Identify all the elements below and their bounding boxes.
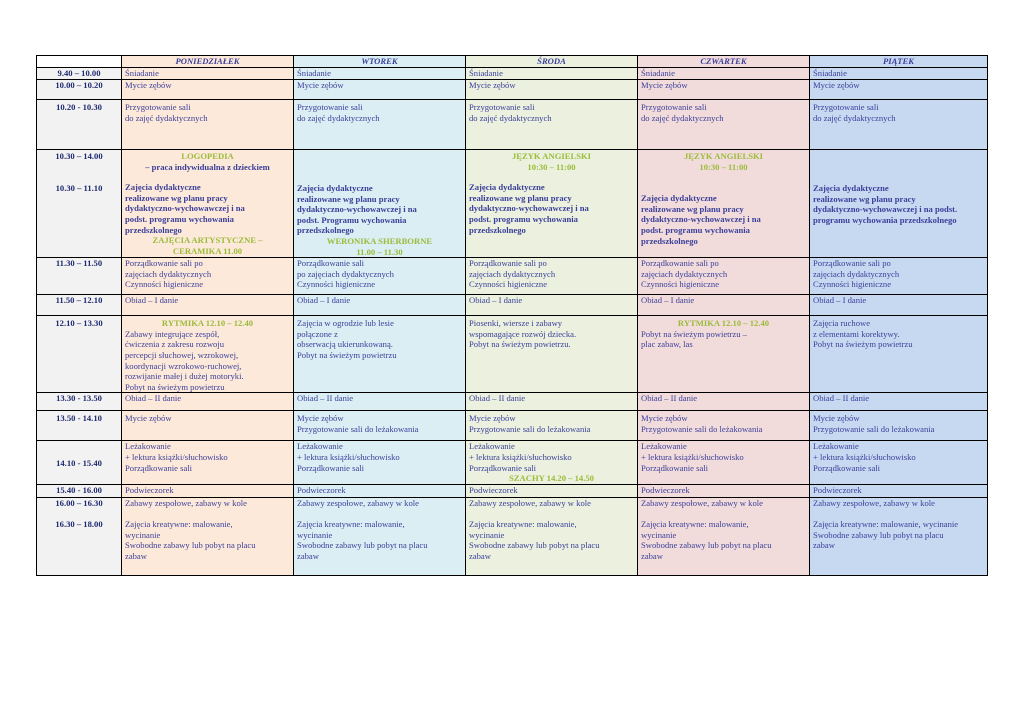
- activity-cell: [466, 441, 638, 485]
- activity-text: Mycie zębów: [125, 80, 172, 90]
- activity-text: percepcji słuchowej, wzrokowej,: [125, 349, 239, 360]
- activity-cell: [810, 393, 988, 411]
- activity-text: Leżakowanie: [469, 441, 515, 452]
- activity-cell: [122, 258, 294, 295]
- activity-text: Czynności higieniczne: [813, 279, 892, 290]
- activity-cell: [294, 100, 466, 150]
- activity-text: do zajęć dydaktycznych: [469, 112, 552, 123]
- activity-text: zajęciach dydaktycznych: [813, 268, 900, 279]
- activity-cell: [294, 393, 466, 411]
- activity-text: Porządkowanie sali po: [641, 258, 719, 269]
- time-cell: 13.50 - 14.10: [37, 411, 122, 441]
- activity-cell: [638, 100, 810, 150]
- activity-cell: [122, 498, 294, 576]
- time-cell: 13.30 - 13.50: [37, 393, 122, 411]
- time-cell: 14.10 - 15.40: [37, 441, 122, 485]
- activity-text: przedszkolnego: [297, 225, 354, 236]
- activity-text: Czynności higieniczne: [297, 279, 376, 290]
- activity-text: Zajęcia kreatywne: malowanie,: [641, 518, 749, 529]
- activity-text: realizowane wg planu pracy: [469, 192, 572, 203]
- activity-text: dydaktyczno-wychowawczej i na: [469, 203, 589, 214]
- activity-text: koordynacji wzrokowo-ruchowej,: [125, 360, 242, 371]
- activity-text: zabaw: [125, 550, 147, 561]
- activity-text: Swobodne zabawy lub pobyt na placu: [297, 540, 428, 551]
- activity-text: Mycie zębów: [297, 413, 344, 424]
- extra-activity-label: WERONIKA SHERBORNE: [326, 235, 433, 246]
- time-cell: 10.00 – 10.20: [37, 80, 122, 100]
- activity-text: Śniadanie: [469, 68, 503, 78]
- activity-text: Pobyt na świeżym powietrzu –: [641, 328, 747, 339]
- activity-text: Mycie zębów: [813, 413, 860, 424]
- activity-text: Mycie zębów: [813, 80, 860, 90]
- activity-cell: [294, 68, 466, 80]
- activity-cell: [810, 485, 988, 498]
- activity-text: Przygotowanie sali: [125, 102, 191, 112]
- activity-text: plac zabaw, las: [641, 339, 693, 350]
- activity-text: Zajęcia dydaktyczne: [297, 183, 373, 193]
- activity-text: Zajęcia w ogrodzie lub lesie: [297, 318, 394, 329]
- activity-cell: [638, 295, 810, 316]
- activity-cell: [466, 100, 638, 150]
- activity-cell: [294, 295, 466, 316]
- activity-text: podst. Programu wychowania: [297, 214, 407, 225]
- activity-cell: [122, 295, 294, 316]
- activity-text: zabaw: [641, 550, 663, 561]
- activity-cell: [466, 316, 638, 393]
- activity-text: realizowane wg planu pracy: [641, 203, 744, 214]
- activity-text: zajęciach dydaktycznych: [641, 268, 728, 279]
- activity-text: Leżakowanie: [297, 441, 343, 452]
- activity-text: Zajęcia dydaktyczne: [469, 182, 545, 193]
- activity-text: ćwiczenia z zakresu rozwoju: [125, 339, 225, 350]
- rhythm-class-label: RYTMIKA 12.10 – 12.40: [161, 318, 254, 329]
- activity-cell: [294, 258, 466, 295]
- activity-text: Obiad – I danie: [641, 295, 695, 306]
- activity-cell: [466, 80, 638, 100]
- activity-text: Porządkowanie sali: [813, 462, 881, 473]
- activity-text: Podwieczorek: [469, 485, 518, 496]
- activity-text: Podwieczorek: [297, 485, 346, 496]
- extra-activity-time: 10:30 – 11:00: [527, 161, 576, 172]
- table-row: [37, 80, 988, 100]
- activity-cell: [466, 295, 638, 316]
- activity-text: Czynności higieniczne: [641, 279, 720, 290]
- activity-cell: [466, 150, 638, 258]
- day-header-wednesday: ŚRODA: [466, 56, 638, 68]
- activity-text: obserwacją ukierunkowaną.: [297, 339, 393, 350]
- activity-cell: [638, 411, 810, 441]
- activity-cell: [810, 80, 988, 100]
- activity-text: Leżakowanie: [125, 441, 171, 452]
- extra-activity-time: 10:30 – 11:00: [699, 161, 748, 172]
- activity-cell: [810, 258, 988, 295]
- activity-text: zabaw: [297, 550, 319, 561]
- activity-text: zajęciach dydaktycznych: [125, 268, 212, 279]
- activity-cell: [466, 68, 638, 80]
- activity-cell: [638, 393, 810, 411]
- activity-text: Mycie zębów: [297, 80, 344, 90]
- activity-text: dydaktyczno-wychowawczej i na: [125, 203, 245, 214]
- activity-text: przedszkolnego: [125, 224, 182, 235]
- activity-text: z elementami korektywy.: [813, 328, 900, 339]
- activity-text: Podwieczorek: [641, 485, 690, 496]
- activity-text: Zajęcia dydaktyczne: [125, 182, 201, 193]
- activity-text: Śniadanie: [641, 68, 675, 78]
- time-cell: 10.20 - 10.30: [37, 100, 122, 150]
- activity-cell: [638, 258, 810, 295]
- activity-text: Zabawy zespołowe, zabawy w kole: [125, 498, 247, 509]
- activity-text: Leżakowanie: [641, 441, 687, 452]
- activity-cell: [122, 393, 294, 411]
- activity-text: Zajęcia ruchowe: [813, 318, 871, 329]
- activity-text: Czynności higieniczne: [125, 279, 204, 290]
- activity-cell: [294, 150, 466, 258]
- activity-text: Mycie zębów: [469, 413, 516, 424]
- activity-text: Porządkowanie sali: [469, 462, 537, 473]
- activity-text: Przygotowanie sali do leżakowania: [813, 423, 935, 434]
- activity-text: Czynności higieniczne: [469, 279, 548, 290]
- chess-class-label: SZACHY 14.20 – 14.50: [509, 473, 594, 484]
- activity-text: Mycie zębów: [641, 80, 688, 90]
- activity-text: dydaktyczno-wychowawczej i na: [297, 204, 417, 215]
- activity-text: Przygotowanie sali do leżakowania: [469, 423, 591, 434]
- activity-cell: [122, 485, 294, 498]
- activity-text: Obiad – I danie: [813, 295, 867, 306]
- activity-text: Obiad – II danie: [125, 393, 182, 404]
- activity-cell: [466, 411, 638, 441]
- activity-text: + lektura książki/słuchowisko: [813, 451, 916, 462]
- activity-cell: [810, 441, 988, 485]
- activity-text: Leżakowanie: [813, 441, 859, 452]
- activity-text: Obiad – II danie: [297, 393, 354, 404]
- activity-text: wycinanie: [469, 529, 505, 540]
- activity-text: Porządkowanie sali po: [813, 258, 891, 269]
- time-cell: [37, 498, 122, 576]
- activity-cell: [294, 316, 466, 393]
- activity-cell: [122, 100, 294, 150]
- activity-text: Pobyt na świeżym powietrzu: [125, 381, 225, 392]
- activity-text: Porządkowanie sali po: [125, 258, 203, 269]
- activity-text: Pobyt na świeżym powietrzu.: [469, 339, 571, 350]
- activity-text: do zajęć dydaktycznych: [813, 112, 896, 123]
- activity-cell: [122, 150, 294, 258]
- table-row: [37, 393, 988, 411]
- activity-cell: [294, 411, 466, 441]
- activity-text: Śniadanie: [813, 68, 847, 78]
- extra-activity-label: JĘZYK ANGIELSKI: [683, 151, 764, 161]
- activity-cell: [294, 498, 466, 576]
- activity-cell: [294, 80, 466, 100]
- activity-text: Zabawy integrujące zespół,: [125, 328, 220, 339]
- activity-text: Zabawy zespołowe, zabawy w kole: [813, 498, 935, 509]
- activity-text: Mycie zębów: [469, 80, 516, 90]
- activity-text: Przygotowanie sali do leżakowania: [641, 423, 763, 434]
- activity-text: wycinanie: [641, 529, 677, 540]
- activity-text: + lektura książki/słuchowisko: [641, 451, 744, 462]
- activity-text: podst. programu wychowania: [125, 213, 234, 224]
- activity-text: Przygotowanie sali: [641, 102, 707, 112]
- activity-text: Pobyt na świeżym powietrzu: [297, 349, 397, 360]
- activity-cell: [810, 100, 988, 150]
- activity-text: Pobyt na świeżym powietrzu: [813, 339, 913, 350]
- activity-text: realizowane wg planu pracy: [297, 193, 400, 204]
- activity-text: Przygotowanie sali do leżakowania: [297, 423, 419, 434]
- activity-text: wspomagające rozwój dziecka.: [469, 328, 577, 339]
- logopedia-subtitle: – praca indywidualna z dzieckiem: [145, 161, 270, 172]
- activity-text: Swobodne zabawy lub pobyt na placu: [813, 529, 944, 540]
- activity-cell: [466, 258, 638, 295]
- activity-text: po zajęciach dydaktycznych: [297, 268, 394, 279]
- activity-text: programu wychowania przedszkolnego: [813, 214, 957, 225]
- activity-cell: [638, 316, 810, 393]
- activity-text: Zabawy zespołowe, zabawy w kole: [297, 498, 419, 509]
- activity-cell: [638, 80, 810, 100]
- day-header-thursday: CZWARTEK: [638, 56, 810, 68]
- activity-text: podst. programu wychowania: [469, 213, 578, 224]
- activity-cell: [466, 485, 638, 498]
- activity-cell: [122, 80, 294, 100]
- table-row: [37, 150, 988, 258]
- schedule-table: [36, 55, 988, 576]
- logopedia-label: LOGOPEDIA: [181, 151, 234, 161]
- activity-text: przedszkolnego: [469, 224, 526, 235]
- activity-text: do zajęć dydaktycznych: [125, 112, 208, 123]
- table-row: [37, 441, 988, 485]
- activity-text: Obiad – II danie: [469, 393, 526, 404]
- activity-text: Swobodne zabawy lub pobyt na placu: [125, 540, 256, 551]
- day-header-friday: PIĄTEK: [810, 56, 988, 68]
- activity-text: zabaw: [469, 550, 491, 561]
- activity-text: Swobodne zabawy lub pobyt na placu: [641, 540, 772, 551]
- activity-cell: [810, 411, 988, 441]
- activity-text: Obiad – II danie: [641, 393, 698, 404]
- table-row: [37, 100, 988, 150]
- activity-cell: [810, 150, 988, 258]
- activity-cell: [466, 393, 638, 411]
- activity-text: dydaktyczno-wychowawczej i na podst.: [813, 204, 958, 215]
- activity-text: rozwijanie małej i dużej motoryki.: [125, 371, 244, 382]
- activity-text: Obiad – II danie: [813, 393, 870, 404]
- rhythm-class-label: RYTMIKA 12.10 – 12.40: [677, 318, 770, 329]
- activity-text: Porządkowanie sali: [297, 258, 365, 269]
- activity-text: Przygotowanie sali: [813, 102, 879, 112]
- activity-cell: [810, 316, 988, 393]
- activity-text: Zajęcia kreatywne: malowanie, wycinanie: [813, 518, 959, 529]
- time-cell: 12.10 – 13.30: [37, 316, 122, 393]
- activity-text: + lektura książki/słuchowisko: [469, 451, 572, 462]
- extra-activity-time: 11.00 – 11.30: [356, 246, 403, 257]
- activity-cell: [122, 411, 294, 441]
- activity-cell: [122, 316, 294, 393]
- activity-text: połączone z: [297, 328, 338, 339]
- activity-text: Porządkowanie sali po: [469, 258, 547, 269]
- activity-cell: [294, 441, 466, 485]
- extra-activity-label: JĘZYK ANGIELSKI: [511, 151, 592, 161]
- activity-text: dydaktyczno-wychowawczej i na: [641, 214, 761, 225]
- activity-text: Śniadanie: [125, 68, 159, 78]
- activity-text: Swobodne zabawy lub pobyt na placu: [469, 540, 600, 551]
- activity-cell: [638, 498, 810, 576]
- activity-cell: [638, 485, 810, 498]
- time-text: 16.00 – 16.30: [55, 498, 103, 509]
- extra-activity-time: CERAMIKA 11.00: [172, 245, 243, 256]
- table-row: [37, 485, 988, 498]
- activity-cell: [810, 498, 988, 576]
- activity-text: Porządkowanie sali: [297, 462, 365, 473]
- time-text: 16.30 – 18.00: [55, 518, 103, 529]
- time-cell: 15.40 - 16.00: [37, 485, 122, 498]
- activity-text: Zabawy zespołowe, zabawy w kole: [469, 498, 591, 509]
- time-text: 10.30 – 11.10: [55, 182, 103, 193]
- activity-text: Obiad – I danie: [297, 295, 351, 306]
- activity-text: zajęciach dydaktycznych: [469, 268, 556, 279]
- table-row: [37, 258, 988, 295]
- activity-cell: [638, 68, 810, 80]
- activity-text: podst. programu wychowania: [641, 224, 750, 235]
- activity-text: realizowane wg planu pracy: [813, 193, 916, 204]
- activity-text: Obiad – I danie: [125, 295, 179, 306]
- activity-text: wycinanie: [125, 529, 161, 540]
- activity-text: Zajęcia dydaktyczne: [641, 193, 717, 204]
- activity-cell: [122, 441, 294, 485]
- activity-text: Zajęcia dydaktyczne: [813, 183, 889, 193]
- activity-text: Przygotowanie sali: [469, 102, 535, 112]
- activity-text: Zajęcia kreatywne: malowanie,: [125, 518, 233, 529]
- time-cell: 11.30 – 11.50: [37, 258, 122, 295]
- activity-cell: [638, 150, 810, 258]
- activity-text: Śniadanie: [297, 68, 331, 78]
- activity-cell: [638, 441, 810, 485]
- day-header-tuesday: WTOREK: [294, 56, 466, 68]
- table-row: [37, 295, 988, 316]
- activity-cell: [810, 68, 988, 80]
- activity-text: realizowane wg planu pracy: [125, 192, 228, 203]
- corner-cell: [37, 56, 122, 68]
- activity-text: Mycie zębów: [125, 413, 172, 424]
- activity-text: Obiad – I danie: [469, 295, 523, 306]
- activity-text: Podwieczorek: [125, 485, 174, 496]
- time-cell: [37, 150, 122, 258]
- activity-text: + lektura książki/słuchowisko: [297, 451, 400, 462]
- time-cell: 11.50 – 12.10: [37, 295, 122, 316]
- time-cell: 9.40 – 10.00: [37, 68, 122, 80]
- activity-text: zabaw: [813, 540, 835, 551]
- activity-text: Porządkowanie sali: [641, 462, 709, 473]
- activity-text: Podwieczorek: [813, 485, 862, 496]
- table-row: [37, 68, 988, 80]
- activity-text: Przygotowanie sali: [297, 102, 363, 112]
- activity-text: Zabawy zespołowe, zabawy w kole: [641, 498, 763, 509]
- activity-text: Piosenki, wiersze i zabawy: [469, 318, 563, 329]
- table-row: [37, 411, 988, 441]
- activity-text: do zajęć dydaktycznych: [297, 112, 380, 123]
- activity-cell: [122, 68, 294, 80]
- activity-text: wycinanie: [297, 529, 333, 540]
- time-text: 10.30 – 14.00: [55, 151, 103, 161]
- activity-text: Mycie zębów: [641, 413, 688, 424]
- activity-text: Porządkowanie sali: [125, 462, 193, 473]
- table-row: [37, 316, 988, 393]
- activity-text: przedszkolnego: [641, 235, 698, 246]
- activity-text: Zajęcia kreatywne: malowanie,: [297, 518, 405, 529]
- day-header-monday: PONIEDZIAŁEK: [122, 56, 294, 68]
- activity-text: + lektura książki/słuchowisko: [125, 451, 228, 462]
- activity-text: Zajęcia kreatywne: malowanie,: [469, 518, 577, 529]
- extra-activity-label: ZAJĘCIA ARTYSTYCZNE –: [152, 235, 263, 246]
- table-row: [37, 498, 988, 576]
- activity-text: do zajęć dydaktycznych: [641, 112, 724, 123]
- header-row: [37, 56, 988, 68]
- activity-cell: [466, 498, 638, 576]
- activity-cell: [810, 295, 988, 316]
- activity-cell: [294, 485, 466, 498]
